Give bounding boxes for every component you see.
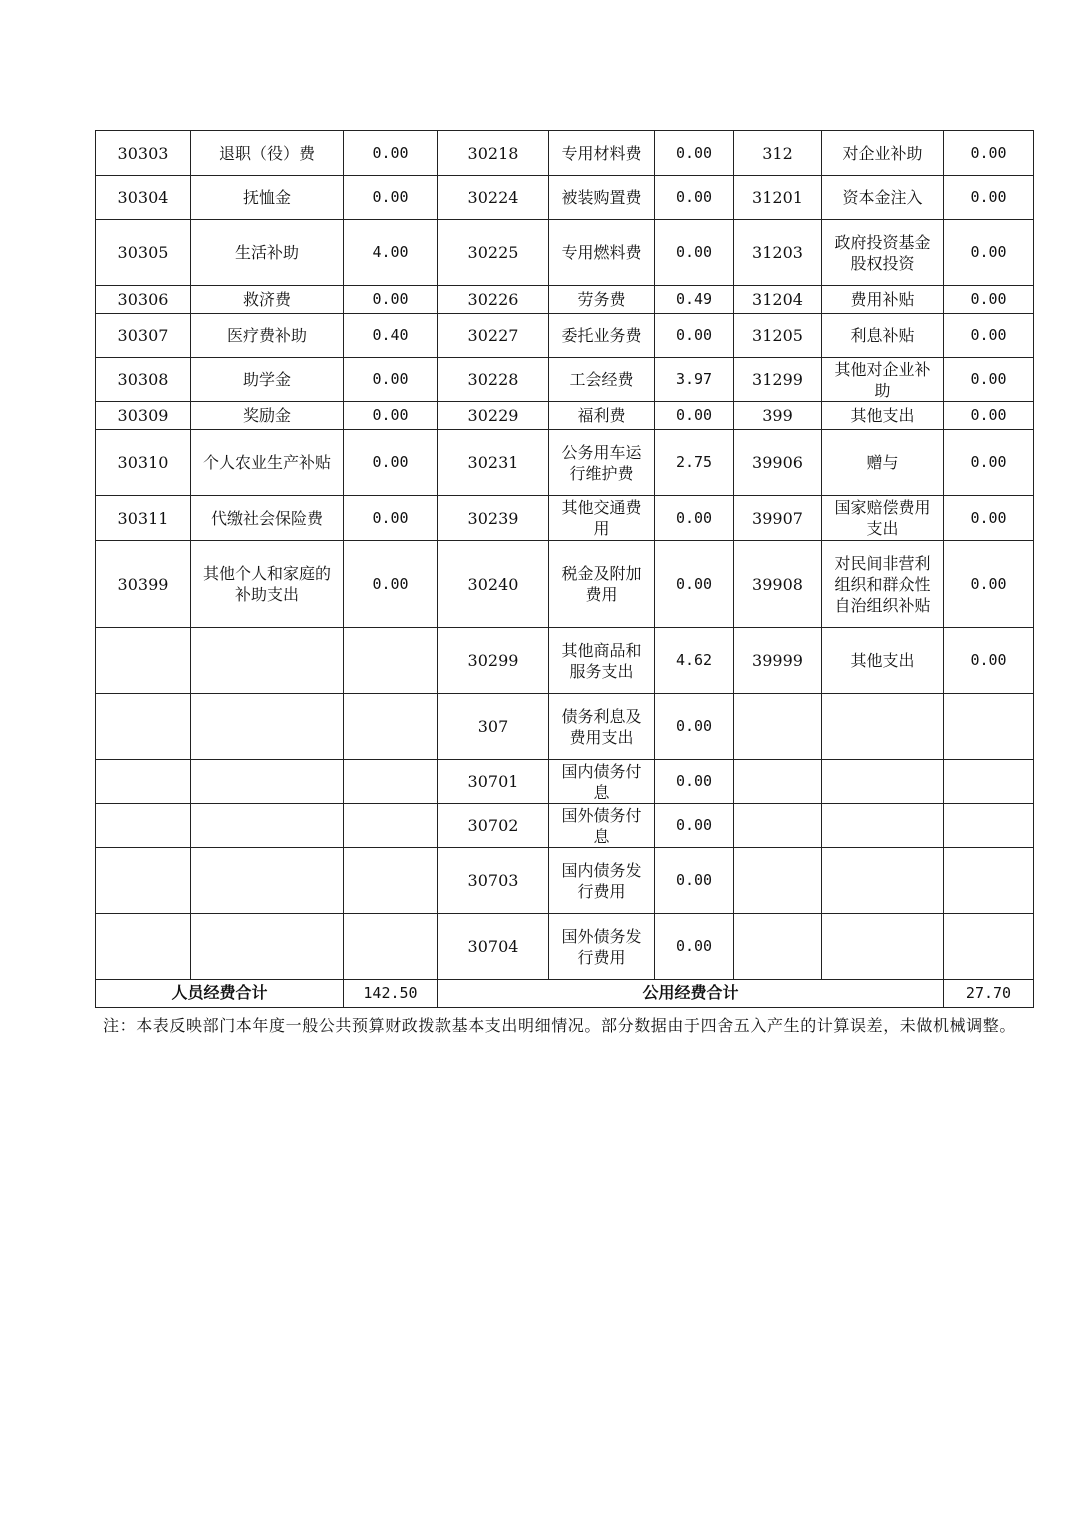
amount-cell xyxy=(944,914,1034,980)
item-name-cell xyxy=(822,760,944,804)
amount-cell: 4.00 xyxy=(344,220,438,286)
amount-cell xyxy=(344,628,438,694)
item-name-cell xyxy=(191,848,344,914)
totals-row xyxy=(96,980,1034,1008)
table-row xyxy=(96,541,1034,628)
code-cell xyxy=(734,760,822,804)
amount-cell xyxy=(344,804,438,848)
amount-cell: 0.00 xyxy=(944,131,1034,176)
code-cell: 30303 xyxy=(96,131,191,176)
item-name-cell xyxy=(191,760,344,804)
code-cell: 30703 xyxy=(438,848,549,914)
code-cell: 31203 xyxy=(734,220,822,286)
item-name-cell xyxy=(191,804,344,848)
item-name-cell: 国家赔偿费用支出 xyxy=(822,496,944,541)
item-name-cell: 个人农业生产补贴 xyxy=(191,430,344,496)
item-name-cell: 被装购置费 xyxy=(549,176,655,220)
amount-cell: 0.00 xyxy=(944,314,1034,358)
amount-cell: 0.00 xyxy=(944,541,1034,628)
amount-cell xyxy=(944,694,1034,760)
code-cell xyxy=(734,848,822,914)
item-name-cell xyxy=(191,694,344,760)
table-row xyxy=(96,804,1034,848)
amount-cell: 0.00 xyxy=(655,848,734,914)
code-cell: 31205 xyxy=(734,314,822,358)
amount-cell xyxy=(944,804,1034,848)
code-cell xyxy=(734,694,822,760)
table-row xyxy=(96,176,1034,220)
code-cell: 30399 xyxy=(96,541,191,628)
amount-cell: 0.00 xyxy=(944,402,1034,430)
item-name-cell: 赠与 xyxy=(822,430,944,496)
table-row xyxy=(96,914,1034,980)
code-cell: 31201 xyxy=(734,176,822,220)
item-name-cell: 医疗费补助 xyxy=(191,314,344,358)
table-row xyxy=(96,220,1034,286)
amount-cell: 0.00 xyxy=(944,220,1034,286)
code-cell: 30218 xyxy=(438,131,549,176)
code-cell: 39906 xyxy=(734,430,822,496)
code-cell: 39908 xyxy=(734,541,822,628)
code-cell: 30305 xyxy=(96,220,191,286)
amount-cell xyxy=(344,760,438,804)
amount-cell: 0.00 xyxy=(944,628,1034,694)
code-cell xyxy=(96,760,191,804)
item-name-cell xyxy=(191,914,344,980)
footnote: 注：本表反映部门本年度一般公共预算财政拨款基本支出明细情况。部分数据由于四舍五入产生的计算误差，未做机械调整。 xyxy=(103,1016,1017,1035)
amount-cell: 0.00 xyxy=(344,286,438,314)
table-row xyxy=(96,496,1034,541)
code-cell: 30226 xyxy=(438,286,549,314)
amount-cell: 0.00 xyxy=(655,914,734,980)
code-cell xyxy=(96,694,191,760)
item-name-cell: 救济费 xyxy=(191,286,344,314)
code-cell xyxy=(734,804,822,848)
amount-cell: 0.40 xyxy=(344,314,438,358)
item-name-cell: 对企业补助 xyxy=(822,131,944,176)
item-name-cell: 对民间非营利组织和群众性自治组织补贴 xyxy=(822,541,944,628)
item-name-cell: 专用材料费 xyxy=(549,131,655,176)
amount-cell: 0.00 xyxy=(655,760,734,804)
item-name-cell: 债务利息及费用支出 xyxy=(549,694,655,760)
item-name-cell: 税金及附加费用 xyxy=(549,541,655,628)
code-cell: 30231 xyxy=(438,430,549,496)
amount-cell: 2.75 xyxy=(655,430,734,496)
item-name-cell: 国外债务付息 xyxy=(549,804,655,848)
item-name-cell: 代缴社会保险费 xyxy=(191,496,344,541)
code-cell: 30225 xyxy=(438,220,549,286)
item-name-cell: 利息补贴 xyxy=(822,314,944,358)
item-name-cell: 福利费 xyxy=(549,402,655,430)
item-name-cell: 生活补助 xyxy=(191,220,344,286)
table-row xyxy=(96,314,1034,358)
amount-cell xyxy=(944,760,1034,804)
code-cell: 30702 xyxy=(438,804,549,848)
code-cell: 31299 xyxy=(734,358,822,402)
item-name-cell: 工会经费 xyxy=(549,358,655,402)
amount-cell xyxy=(944,848,1034,914)
amount-cell: 0.00 xyxy=(344,430,438,496)
table-row xyxy=(96,286,1034,314)
table-row xyxy=(96,628,1034,694)
code-cell: 30310 xyxy=(96,430,191,496)
code-cell: 30701 xyxy=(438,760,549,804)
code-cell: 30227 xyxy=(438,314,549,358)
item-name-cell xyxy=(191,628,344,694)
code-cell: 30704 xyxy=(438,914,549,980)
code-cell: 30307 xyxy=(96,314,191,358)
item-name-cell xyxy=(822,804,944,848)
amount-cell: 0.00 xyxy=(655,402,734,430)
code-cell: 30240 xyxy=(438,541,549,628)
item-name-cell: 抚恤金 xyxy=(191,176,344,220)
item-name-cell: 助学金 xyxy=(191,358,344,402)
code-cell: 30308 xyxy=(96,358,191,402)
item-name-cell: 其他个人和家庭的补助支出 xyxy=(191,541,344,628)
code-cell xyxy=(96,804,191,848)
item-name-cell xyxy=(822,914,944,980)
code-cell: 30228 xyxy=(438,358,549,402)
public-total-label: 公用经费合计 xyxy=(438,980,944,1008)
table-row xyxy=(96,402,1034,430)
amount-cell: 0.00 xyxy=(344,541,438,628)
code-cell: 30224 xyxy=(438,176,549,220)
amount-cell: 0.00 xyxy=(655,694,734,760)
item-name-cell xyxy=(822,848,944,914)
amount-cell xyxy=(344,694,438,760)
amount-cell: 0.00 xyxy=(655,131,734,176)
item-name-cell: 专用燃料费 xyxy=(549,220,655,286)
amount-cell: 0.00 xyxy=(944,496,1034,541)
table-body xyxy=(96,131,1034,1008)
item-name-cell: 国内债务付息 xyxy=(549,760,655,804)
amount-cell: 0.00 xyxy=(344,176,438,220)
code-cell xyxy=(96,914,191,980)
item-name-cell: 退职（役）费 xyxy=(191,131,344,176)
budget-detail-table xyxy=(95,130,1034,1008)
code-cell: 312 xyxy=(734,131,822,176)
item-name-cell: 其他商品和服务支出 xyxy=(549,628,655,694)
amount-cell: 0.00 xyxy=(655,804,734,848)
amount-cell xyxy=(344,848,438,914)
amount-cell: 0.00 xyxy=(655,496,734,541)
item-name-cell: 其他交通费用 xyxy=(549,496,655,541)
table-row xyxy=(96,131,1034,176)
item-name-cell: 其他对企业补助 xyxy=(822,358,944,402)
item-name-cell: 国外债务发行费用 xyxy=(549,914,655,980)
item-name-cell: 国内债务发行费用 xyxy=(549,848,655,914)
code-cell: 30304 xyxy=(96,176,191,220)
item-name-cell: 其他支出 xyxy=(822,628,944,694)
table-row xyxy=(96,848,1034,914)
item-name-cell: 劳务费 xyxy=(549,286,655,314)
amount-cell: 3.97 xyxy=(655,358,734,402)
public-total-value: 27.70 xyxy=(944,980,1034,1008)
table-row xyxy=(96,760,1034,804)
amount-cell: 0.00 xyxy=(655,314,734,358)
amount-cell: 0.00 xyxy=(944,286,1034,314)
code-cell: 39999 xyxy=(734,628,822,694)
amount-cell: 0.00 xyxy=(944,176,1034,220)
item-name-cell: 委托业务费 xyxy=(549,314,655,358)
amount-cell: 0.00 xyxy=(344,358,438,402)
code-cell: 30309 xyxy=(96,402,191,430)
code-cell xyxy=(734,914,822,980)
item-name-cell: 费用补贴 xyxy=(822,286,944,314)
amount-cell: 0.00 xyxy=(344,131,438,176)
table-row xyxy=(96,430,1034,496)
item-name-cell: 奖励金 xyxy=(191,402,344,430)
item-name-cell: 资本金注入 xyxy=(822,176,944,220)
personnel-total-label: 人员经费合计 xyxy=(96,980,344,1008)
item-name-cell: 其他支出 xyxy=(822,402,944,430)
amount-cell: 0.00 xyxy=(344,402,438,430)
code-cell: 307 xyxy=(438,694,549,760)
code-cell xyxy=(96,628,191,694)
item-name-cell: 政府投资基金股权投资 xyxy=(822,220,944,286)
code-cell: 31204 xyxy=(734,286,822,314)
code-cell: 399 xyxy=(734,402,822,430)
code-cell: 39907 xyxy=(734,496,822,541)
amount-cell: 0.00 xyxy=(655,220,734,286)
table-row xyxy=(96,358,1034,402)
amount-cell: 0.00 xyxy=(944,430,1034,496)
amount-cell xyxy=(344,914,438,980)
amount-cell: 4.62 xyxy=(655,628,734,694)
amount-cell: 0.00 xyxy=(655,541,734,628)
table-row xyxy=(96,694,1034,760)
amount-cell: 0.49 xyxy=(655,286,734,314)
personnel-total-value: 142.50 xyxy=(344,980,438,1008)
code-cell: 30239 xyxy=(438,496,549,541)
code-cell: 30311 xyxy=(96,496,191,541)
code-cell: 30306 xyxy=(96,286,191,314)
code-cell xyxy=(96,848,191,914)
amount-cell: 0.00 xyxy=(655,176,734,220)
item-name-cell: 公务用车运行维护费 xyxy=(549,430,655,496)
amount-cell: 0.00 xyxy=(944,358,1034,402)
code-cell: 30229 xyxy=(438,402,549,430)
amount-cell: 0.00 xyxy=(344,496,438,541)
code-cell: 30299 xyxy=(438,628,549,694)
item-name-cell xyxy=(822,694,944,760)
